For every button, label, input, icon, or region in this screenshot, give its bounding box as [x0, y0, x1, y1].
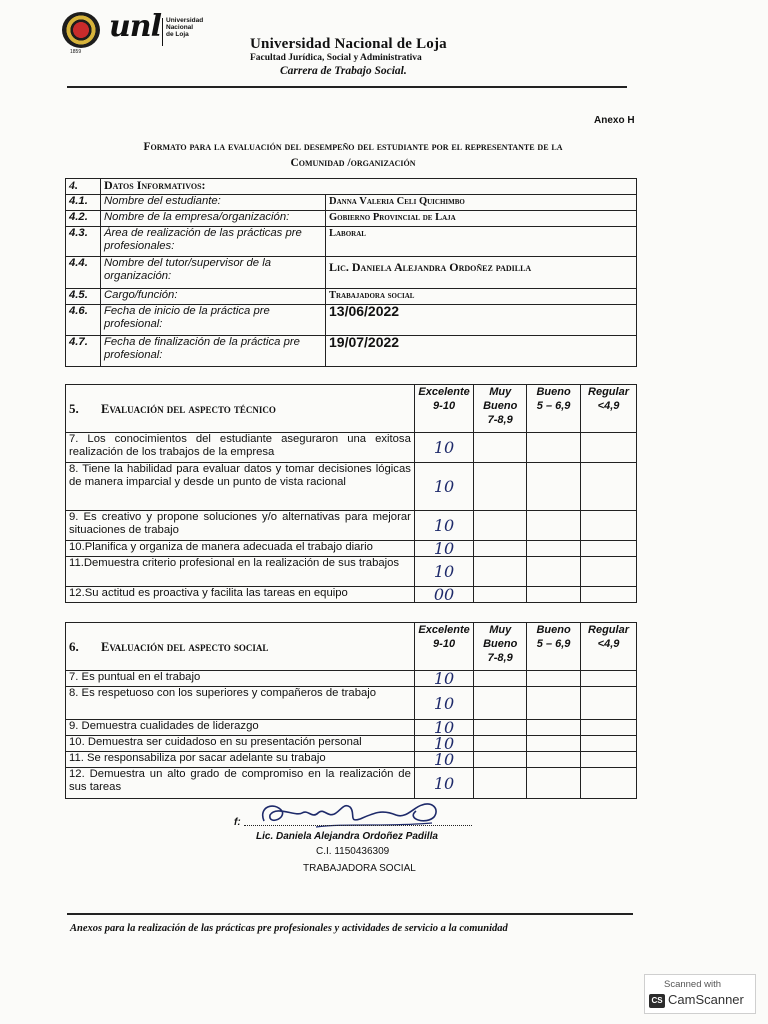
social-section-title: Evaluación del aspecto social — [101, 639, 269, 654]
empty-cell — [527, 557, 581, 587]
column-header-very-good — [474, 623, 527, 671]
start-date-value: 13/06/2022 — [326, 305, 637, 336]
handwritten-score: 10 — [414, 752, 473, 768]
info-row-label: Fecha de finalización de la práctica pre profesional: — [101, 336, 326, 367]
column-header-line: 9-10 — [433, 400, 456, 412]
info-row-number: 4.1. — [66, 195, 101, 211]
criterion-text: 12.Su actitud es proactiva y facilita las tareas en equipo — [66, 587, 415, 603]
handwritten-score: 10 — [414, 687, 473, 720]
footer-text: Anexos para la realización de las prácticas pre profesionales y actividades de servicio a la comunidad — [70, 923, 508, 934]
column-header-line: 9-10 — [433, 638, 456, 650]
social-evaluation-table — [65, 622, 637, 799]
info-row-number: 4.7. — [66, 336, 101, 367]
empty-cell — [581, 671, 637, 687]
criterion-text: 11. Se responsabiliza por sacar adelante su trabajo — [66, 752, 415, 768]
annex-label: Anexo H — [594, 115, 635, 126]
column-header-line: 5 – 6,9 — [536, 638, 571, 650]
info-row-number: 4.5. — [66, 289, 101, 305]
empty-cell — [474, 736, 527, 752]
footer-divider — [67, 913, 633, 915]
empty-cell — [581, 541, 637, 557]
social-section-number: 6. — [69, 638, 79, 654]
column-header-line: Bueno — [483, 400, 518, 412]
badge-caption: Scanned with — [664, 979, 722, 990]
handwritten-score: 10 — [414, 736, 473, 752]
empty-cell — [474, 752, 527, 768]
tutor-value: Lic. Daniela Alejandra Ordoñez padilla — [326, 257, 637, 289]
column-header-line: Muy — [489, 624, 512, 636]
info-row-label: Nombre de la empresa/organización: — [101, 211, 326, 227]
empty-cell — [474, 557, 527, 587]
header-divider — [67, 86, 627, 88]
career-name: Carrera de Trabajo Social. — [280, 65, 407, 77]
social-section-heading — [66, 623, 415, 671]
empty-cell — [527, 541, 581, 557]
criterion-text: 9. Demuestra cualidades de liderazgo — [66, 720, 415, 736]
empty-cell — [474, 463, 527, 511]
column-header-regular — [581, 623, 637, 671]
university-title: Universidad Nacional de Loja — [250, 36, 447, 52]
criterion-text: 8. Tiene la habilidad para evaluar datos y tomar decisiones lógicas de manera imparcial y desde un punto de vista racional — [66, 463, 415, 511]
empty-cell — [581, 557, 637, 587]
signature-prefix: f: — [234, 817, 241, 828]
criterion-text: 7. Los conocimientos del estudiante aseguraron una exitosa realización de los trabajos de la empresa — [66, 433, 415, 463]
university-logo — [62, 9, 222, 55]
badge-name: CamScanner — [668, 992, 744, 1007]
info-row-number: 4.3. — [66, 227, 101, 257]
info-row-label: Nombre del tutor/supervisor de la organización: — [101, 257, 326, 289]
empty-cell — [581, 720, 637, 736]
column-header-line: Excelente — [418, 624, 470, 636]
info-section-title: Datos Informativos: — [101, 179, 637, 195]
empty-cell — [474, 541, 527, 557]
empty-cell — [581, 768, 637, 799]
empty-cell — [581, 463, 637, 511]
criterion-text: 8. Es respetuoso con los superiores y compañeros de trabajo — [66, 687, 415, 720]
area-value: Laboral — [326, 227, 637, 257]
empty-cell — [581, 736, 637, 752]
signature-line — [244, 825, 472, 826]
technical-section-heading — [66, 385, 415, 433]
empty-cell — [527, 463, 581, 511]
seal-year: 1859 — [70, 49, 82, 55]
empty-cell — [581, 587, 637, 603]
column-header-line: <4,9 — [597, 400, 620, 412]
empty-cell — [474, 720, 527, 736]
info-row-label: Nombre del estudiante: — [101, 195, 326, 211]
form-title-line: Comunidad /organización — [290, 157, 416, 169]
logo-text-line: Nacional — [166, 24, 194, 31]
empty-cell — [474, 511, 527, 541]
empty-cell — [474, 768, 527, 799]
empty-cell — [474, 433, 527, 463]
empty-cell — [527, 768, 581, 799]
empty-cell — [527, 687, 581, 720]
handwritten-score: 10 — [414, 541, 473, 557]
criterion-text: 11.Demuestra criterio profesional en la realización de sus trabajos — [66, 557, 415, 587]
technical-section-number: 5. — [69, 400, 79, 416]
camscanner-icon: CS — [649, 994, 665, 1008]
student-name-value: Danna Valeria Celi Quichimbo — [326, 195, 637, 211]
column-header-line: Bueno — [483, 638, 518, 650]
column-header-good — [527, 623, 581, 671]
column-header-line: Regular — [588, 386, 629, 398]
column-header-line: 7-8,9 — [487, 652, 513, 664]
technical-evaluation-table — [65, 384, 637, 603]
logo-text-line: de Loja — [166, 31, 189, 38]
end-date-value: 19/07/2022 — [326, 336, 637, 367]
handwritten-score: 00 — [414, 587, 473, 603]
empty-cell — [527, 587, 581, 603]
form-title — [78, 139, 628, 171]
handwritten-score: 10 — [414, 768, 473, 799]
handwritten-score: 10 — [414, 511, 473, 541]
info-row-number: 4.6. — [66, 305, 101, 336]
column-header-line: 5 – 6,9 — [536, 400, 571, 412]
info-section-number: 4. — [66, 179, 101, 195]
empty-cell — [581, 433, 637, 463]
column-header-excellent — [414, 623, 473, 671]
role-value: Trabajadora social — [326, 289, 637, 305]
empty-cell — [527, 752, 581, 768]
empty-cell — [474, 587, 527, 603]
logo-mark: unl — [109, 9, 162, 44]
logo-text-line: Universidad — [166, 17, 204, 24]
criterion-text: 10. Demuestra ser cuidadoso en su presentación personal — [66, 736, 415, 752]
column-header-line: <4,9 — [597, 638, 620, 650]
empty-cell — [474, 687, 527, 720]
handwritten-score: 10 — [414, 463, 473, 511]
handwritten-score: 10 — [414, 671, 473, 687]
organization-value: Gobierno Provincial de Laja — [326, 211, 637, 227]
column-header-good — [527, 385, 581, 433]
technical-section-title: Evaluación del aspecto técnico — [101, 401, 276, 416]
criterion-text: 10.Planifica y organiza de manera adecuada el trabajo diario — [66, 541, 415, 557]
university-seal-icon — [62, 12, 100, 48]
empty-cell — [581, 687, 637, 720]
column-header-regular — [581, 385, 637, 433]
faculty-name: Facultad Jurídica, Social y Administrativa — [250, 53, 422, 63]
info-row-label: Fecha de inicio de la práctica pre profesional: — [101, 305, 326, 336]
empty-cell — [581, 752, 637, 768]
form-title-line: Formato para la evaluación del desempeño del estudiante por el representante de la — [143, 141, 563, 153]
empty-cell — [527, 511, 581, 541]
column-header-line: 7-8,9 — [487, 414, 513, 426]
column-header-line: Bueno — [536, 624, 571, 636]
camscanner-badge — [644, 974, 756, 1014]
signer-role: TRABAJADORA SOCIAL — [303, 863, 416, 874]
column-header-very-good — [474, 385, 527, 433]
column-header-line: Bueno — [536, 386, 571, 398]
logo-text — [166, 17, 203, 38]
empty-cell — [474, 671, 527, 687]
logo-divider — [162, 18, 163, 46]
empty-cell — [527, 433, 581, 463]
column-header-line: Muy — [489, 386, 512, 398]
info-row-label: Área de realización de las prácticas pre profesionales: — [101, 227, 326, 257]
column-header-line: Regular — [588, 624, 629, 636]
column-header-excellent — [414, 385, 473, 433]
info-row-number: 4.4. — [66, 257, 101, 289]
handwritten-score: 10 — [414, 433, 473, 463]
info-row-number: 4.2. — [66, 211, 101, 227]
empty-cell — [527, 671, 581, 687]
handwritten-score: 10 — [414, 720, 473, 736]
criterion-text: 9. Es creativo y propone soluciones y/o alternativas para mejorar situaciones de trabajo — [66, 511, 415, 541]
criterion-text: 7. Es puntual en el trabajo — [66, 671, 415, 687]
handwritten-score: 10 — [414, 557, 473, 587]
signer-id: C.I. 1150436309 — [316, 846, 390, 857]
info-row-label: Cargo/función: — [101, 289, 326, 305]
empty-cell — [581, 511, 637, 541]
empty-cell — [527, 736, 581, 752]
criterion-text: 12. Demuestra un alto grado de compromiso en la realización de sus tareas — [66, 768, 415, 799]
column-header-line: Excelente — [418, 386, 470, 398]
signer-name: Lic. Daniela Alejandra Ordoñez Padilla — [256, 831, 438, 842]
empty-cell — [527, 720, 581, 736]
info-table — [65, 178, 637, 367]
